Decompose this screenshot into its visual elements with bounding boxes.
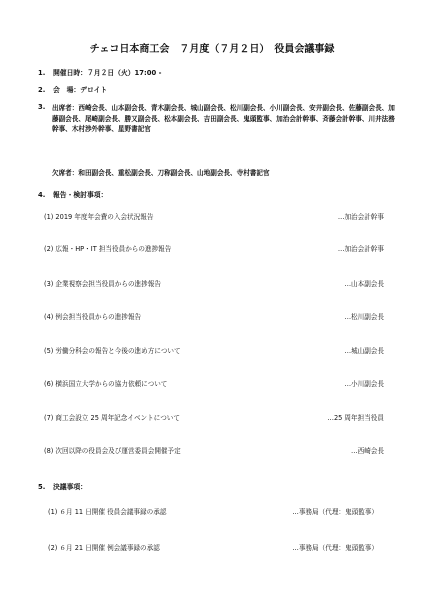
agenda-item-presenter: …城山副会長 (344, 347, 384, 355)
agenda-item-presenter: …山本副会長 (344, 280, 384, 288)
agenda-item-label: (3) 企業視察会担当役員からの進捗報告 (44, 280, 161, 288)
agenda-item-label: (2) 広報・HP・IT 担当役員からの進捗報告 (44, 245, 172, 253)
agenda-item-presenter: …加治会計幹事 (337, 213, 384, 221)
venue: 会 場：デロイト (53, 86, 108, 94)
list-item (44, 243, 384, 253)
agenda-item-label: (4) 例会担当役員からの進捗報告 (44, 313, 142, 321)
absentees-block (52, 168, 397, 179)
section-resolutions-heading (38, 481, 398, 491)
section-number: 5. (38, 483, 46, 491)
list-item (44, 211, 384, 221)
agenda-item-presenter: …25 周年担当役員 (327, 414, 384, 422)
section-number: 2. (38, 86, 46, 94)
agenda-item-presenter: …加治会計幹事 (337, 245, 384, 253)
list-item (48, 542, 378, 552)
agenda-item-label: (7) 商工会設立 25 周年記念イベントについて (44, 414, 180, 422)
section-number: 1. (38, 69, 46, 77)
agenda-item-presenter: …小川副会長 (344, 380, 384, 388)
section-number: 4. (38, 191, 46, 199)
list-item (44, 378, 384, 388)
list-item (44, 278, 384, 288)
resolution-item-label: (2) ６月 21 日開催 例会議事録の承認 (48, 544, 160, 552)
section-venue (38, 84, 398, 94)
resolution-item-presenter: …事務局（代理：鬼頭監事） (292, 508, 378, 516)
agenda-item-label: (8) 次回以降の役員会及び運営委員会開催予定 (44, 447, 181, 455)
reports-heading: 報告・検討事項： (53, 191, 108, 199)
resolution-item-presenter: …事務局（代理：鬼頭監事） (292, 544, 378, 552)
absentees-label: 欠席者： (52, 169, 79, 177)
agenda-item-label: (5) 労働分科会の報告と今後の進め方について (44, 347, 181, 355)
agenda-item-label: (6) 横浜国立大学からの協力依頼について (44, 380, 168, 388)
attendees-block (52, 103, 397, 135)
list-item (44, 345, 384, 355)
section-meeting-datetime (38, 67, 398, 77)
resolution-item-label: (1) ６月 11 日開催 役員会議事録の承認 (48, 508, 167, 516)
meeting-datetime: 開催日時：７月２日（火）17:00 - (53, 69, 162, 77)
section-reports-heading (38, 189, 398, 199)
list-item (44, 311, 384, 321)
section-number: 3. (38, 103, 46, 111)
list-item (48, 506, 378, 516)
absentees-list: 和田副会長、重松副会長、刀称副会長、山地副会長、寺村書記官 (78, 169, 270, 177)
agenda-item-label: (1) 2019 年度年会費の入会状況報告 (44, 213, 154, 221)
list-item (44, 445, 384, 455)
list-item (44, 412, 384, 422)
resolutions-heading: 決議事項： (53, 483, 87, 491)
agenda-item-presenter: …松川副会長 (344, 313, 384, 321)
attendees-list: 西崎会長、山本副会長、青木副会長、城山副会長、松川副会長、小川副会長、安井副会長、佐藤副会長、加藤副会長、尾崎副会長、勝又副会長、松本副会長、吉田副会長、鬼頭監事、加治会計幹事、斉藤会計幹事、川井法務幹事、木村渉外幹事、星野書記官 (52, 104, 395, 133)
page-title: チェコ日本商工会 ７月度（７月２日） 役員会議事録 (89, 44, 335, 55)
attendees-label: 出席者： (52, 104, 79, 112)
agenda-item-presenter: …西崎会長 (351, 447, 384, 455)
